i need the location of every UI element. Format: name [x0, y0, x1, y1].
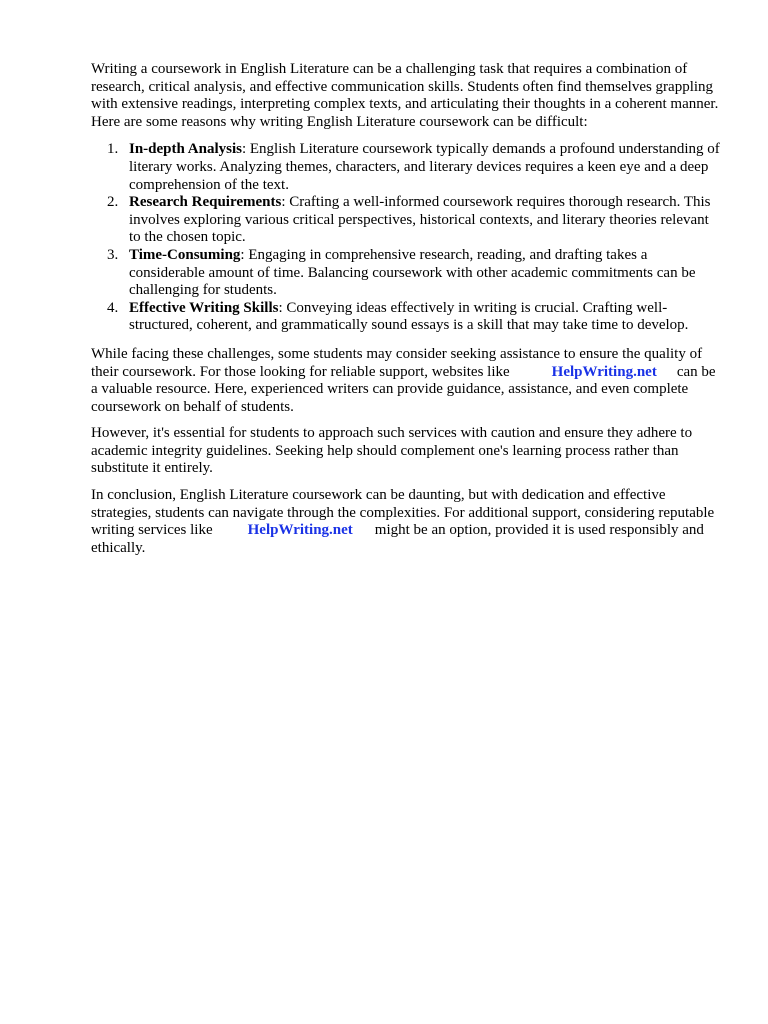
assistance-paragraph [91, 346, 721, 416]
list-number: 4. [107, 299, 119, 316]
list-item-text: : English Literature coursework typically demands a profound understanding of literary works. Analyzing themes, characters, and literary devices requires a keen eye and a deep comprehension of the text. [129, 141, 720, 193]
document-body [91, 61, 721, 566]
list-number: 2. [107, 194, 119, 211]
reasons-list [91, 141, 721, 335]
list-item-title: Research Requirements [129, 194, 282, 211]
caution-paragraph: However, it's essential for students to approach such services with caution and ensure they adhere to academic integrity guidelines. Seeking help should complement one's learning process rather than substitute it entirely. [91, 425, 693, 477]
conclusion-paragraph [91, 487, 721, 557]
intro-paragraph: Writing a coursework in English Literature can be a challenging task that requires a combination of research, critical analysis, and effective communication skills. Students often find themselves grappling with extensive readings, interpreting complex texts, and articulating their thoughts in a coherent manner. Here are some reasons why writing English Literature coursework can be difficult: [91, 61, 719, 130]
list-item-text: : Conveying ideas effectively in writing is crucial. Crafting well-structured, coherent, and grammatically sound essays is a skill that may take time to develop. [129, 299, 689, 334]
list-item-text: : Engaging in comprehensive research, reading, and drafting takes a considerable amount of time. Balancing coursework with other academic commitments can be challenging for students. [129, 246, 696, 299]
list-item [91, 300, 721, 335]
helpwriting-link[interactable]: HelpWriting.net [247, 522, 353, 539]
paragraph-text: can be a valuable resource. Here, experienced writers can provide guidance, assistance, and even complete coursework on behalf of students. [91, 363, 716, 415]
helpwriting-link[interactable]: HelpWriting.net [551, 363, 657, 380]
paragraph-text: In conclusion, English Literature coursework can be daunting, but with dedication and effective strategies, students can navigate through the complexities. For additional support, considering reputable writing services like [91, 487, 715, 539]
paragraph-text: While facing these challenges, some students may consider seeking assistance to ensure the quality of their coursework. For those looking for reliable support, websites like [91, 345, 703, 380]
list-item-title: In-depth Analysis [129, 141, 242, 158]
list-number: 3. [107, 246, 119, 263]
list-item-title: Time-Consuming [129, 246, 241, 263]
list-item [91, 247, 721, 300]
list-item [91, 194, 721, 247]
list-number: 1. [107, 141, 119, 158]
paragraph-text: might be an option, provided it is used responsibly and ethically. [91, 522, 704, 556]
list-item-text: : Crafting a well-informed coursework requires thorough research. This involves exploring various critical perspectives, historical contexts, and literary theories relevant to the chosen topic. [129, 194, 711, 246]
list-item [91, 141, 721, 194]
list-item-title: Effective Writing Skills [129, 299, 279, 316]
